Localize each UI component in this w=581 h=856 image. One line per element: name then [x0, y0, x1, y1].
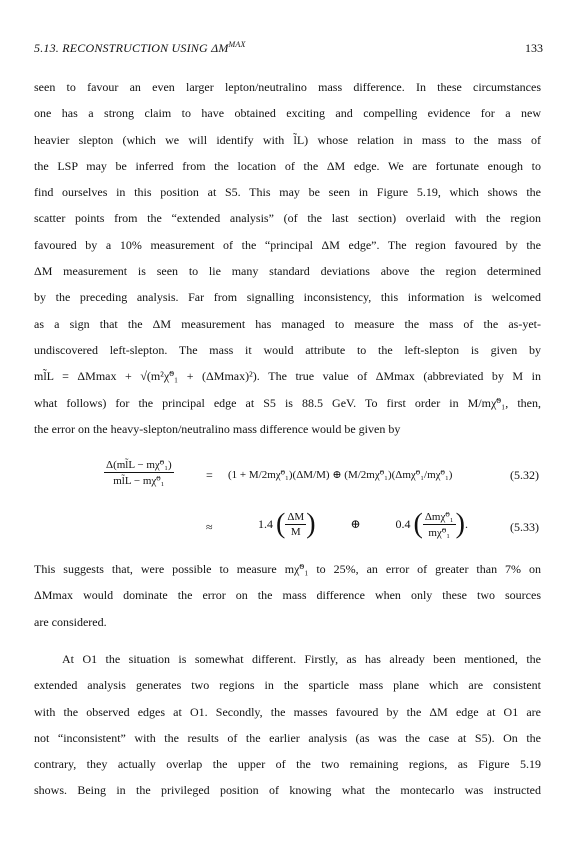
right-paren: )	[306, 508, 316, 540]
text-line: by the preceding analysis. Far from signalling inconsistency, this information is welcomed	[34, 290, 541, 305]
paragraph-1	[34, 74, 541, 442]
equals-sign: =	[206, 468, 213, 482]
text-line: heavier slepton (which we will identify with l̃L) whose relation in mass to the mass of	[34, 132, 541, 147]
oplus-symbol: ⊕	[350, 517, 361, 531]
text-line: one has a strong claim to have obtained exciting and compelling evidence for a new	[34, 106, 541, 121]
text-line: seen to favour an even larger lepton/neutralino mass difference. In these circumstances	[34, 80, 541, 94]
equation-5-33	[34, 510, 541, 550]
right-paren: )	[455, 508, 465, 540]
text-line: undiscovered left-slepton. The mass it would attribute to the left-slepton is given by	[34, 342, 541, 357]
running-header	[34, 39, 543, 57]
left-paren: (	[413, 508, 423, 540]
text-line: ml̃L = ΔMmax + √(m²χ̃⁰₁ + (ΔMmax)²). The true value of ΔMmax (abbreviated by M in	[34, 369, 541, 384]
paragraph-3	[34, 646, 541, 804]
text-line: with the observed edges at O1. Secondly, the masses favoured by the ΔM edge at O1 are	[34, 704, 541, 719]
section-title: 5.13. RECONSTRUCTION USING $\Delta M^{MAX}$	[34, 40, 246, 55]
coefficient: 1.4	[258, 517, 273, 531]
text-line: favoured by a 10% measurement of the “principal ΔM edge”. The region favoured by the	[34, 237, 541, 252]
text-line: shows. Being in the privileged position of knowing what the montecarlo was instructed	[34, 783, 541, 798]
equation-number: (5.33)	[510, 520, 539, 534]
text-line: not “inconsistent” with the results of the earlier analysis (as was the case at S5). On the	[34, 730, 541, 745]
text-line: contrary, they actually overlap the upper of the two remaining regions, as Figure 5.19	[34, 757, 541, 772]
period: .	[464, 517, 468, 531]
text-line: ΔM measurement is seen to lie many standard deviations above the region determined	[34, 264, 541, 279]
text-line: At O1 the situation is somewhat different. Firstly, as has already been mentioned, the	[62, 652, 541, 666]
equation-rhs	[258, 510, 468, 539]
fraction: $\frac{\Delta M}{M}$	[287, 511, 305, 538]
text-line: the LSP may be inferred from the location of the ΔM edge. We are fortunate enough to	[34, 158, 541, 173]
text-line: scatter points from the “extended analysis” (of the last section) overlaid with the region	[34, 211, 541, 226]
text-line: ΔMmax would dominate the error on the mass difference when only these two sources	[34, 588, 541, 603]
approx-sign: ≈	[206, 520, 213, 534]
text-line: the error on the heavy-slepton/neutralino mass difference would be given by	[34, 421, 401, 436]
fraction: $\frac{\text{Δmχ̃⁰₁}}{\text{mχ̃⁰₁}}$	[424, 511, 454, 539]
text-line: as a sign that the ΔM measurement has managed to measure the mass of the as-yet-	[34, 316, 541, 331]
text-line: what follows) for the principal edge at S5 is 88.5 GeV. To first order in M/mχ̃⁰₁, then,	[34, 395, 541, 410]
equation-lhs: $\frac{\text{Δ(ml̃L − mχ̃⁰₁)}}{\text{ml̃L − mχ̃⁰₁}}$	[106, 459, 172, 487]
page-number: 133	[525, 41, 543, 55]
paragraph-2	[34, 556, 541, 635]
equation-array	[34, 458, 541, 550]
text-line: find ourselves in this position at S5. This may be seen in Figure 5.19, which shows the	[34, 185, 541, 200]
equation-number: (5.32)	[510, 468, 539, 482]
left-paren: (	[276, 508, 286, 540]
text-line: are considered.	[34, 614, 107, 629]
equation-5-32	[34, 458, 541, 498]
text-line: extended analysis generates two regions in the sparticle mass plane which are consistent	[34, 678, 541, 693]
equation-rhs: (1 + M/2mχ̃⁰₁)(ΔM/M) ⊕ (M/2mχ̃⁰₁)(Δmχ̃⁰₁/mχ̃⁰₁)	[228, 469, 453, 481]
coefficient: 0.4	[395, 517, 411, 531]
text-line: This suggests that, were possible to measure mχ̃⁰₁ to 25%, an error of greater than 7% on	[34, 562, 541, 576]
